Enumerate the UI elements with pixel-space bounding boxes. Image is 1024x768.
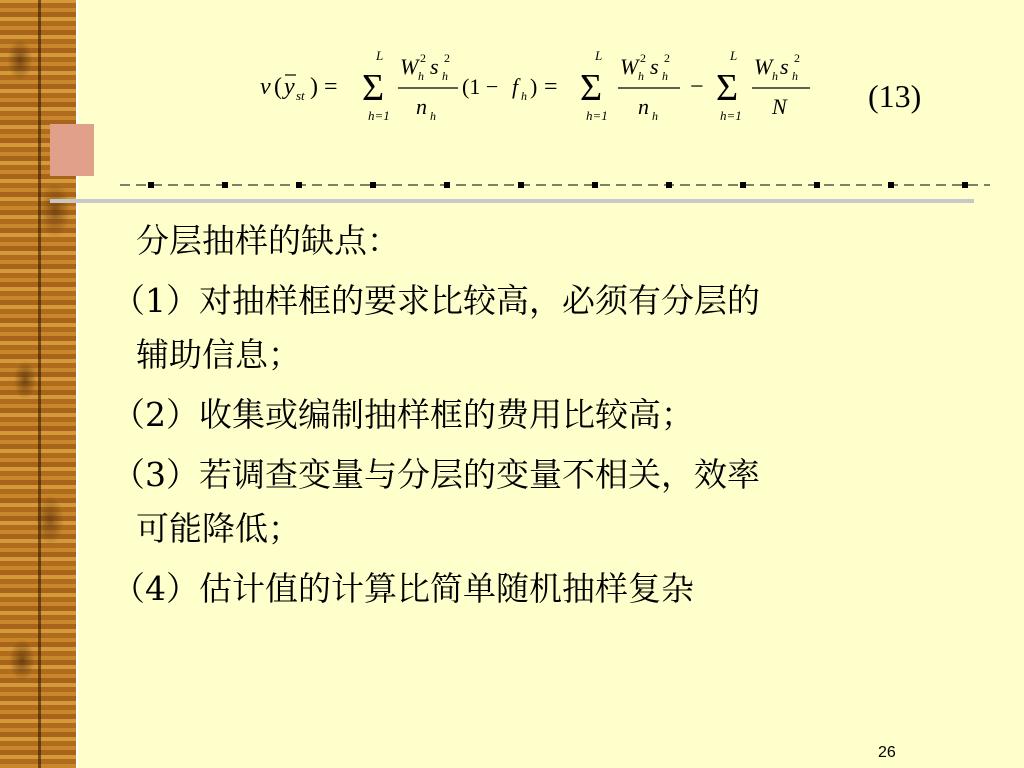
formula-y: y: [284, 74, 295, 100]
svg-text:(: (: [274, 74, 282, 100]
frac2-n-sub: h: [652, 109, 658, 123]
frac2-s-sub: h: [662, 69, 668, 83]
formula-sub-st: st: [296, 88, 305, 103]
frac2-n: n: [638, 94, 649, 119]
formula-eq-2: =: [544, 74, 558, 100]
frac1-s-sup: 2: [444, 51, 450, 65]
page-number: 26: [878, 744, 896, 761]
dashed-rule: [120, 178, 990, 192]
svg-text:Σ: Σ: [580, 67, 603, 109]
formula-close: ): [530, 74, 538, 99]
decorative-square: [50, 124, 94, 176]
frac1-n: n: [416, 94, 427, 119]
slide-body: [112, 214, 992, 616]
wood-groove: [38, 0, 41, 768]
sum1-bottom: h=1: [368, 108, 390, 123]
frac3-W-sub: h: [772, 69, 778, 83]
sum2-bottom: h=1: [586, 108, 608, 123]
frac3-s-sub: h: [792, 69, 798, 83]
frac1-s-sub: h: [442, 69, 448, 83]
frac3-W: W: [754, 54, 773, 79]
list-item-1: （1）对抽样框的要求比较高，必须有分层的: [112, 281, 760, 320]
sum1-top: L: [376, 48, 384, 63]
svg-text:Σ: Σ: [362, 67, 385, 109]
frac2-s: s: [650, 54, 659, 79]
svg-text:Σ: Σ: [716, 67, 739, 109]
list-item-3-cont: 可能降低；: [136, 509, 301, 548]
frac1-W: W: [400, 54, 419, 79]
frac1-s: s: [430, 54, 439, 79]
frac3-s-sup: 2: [794, 51, 800, 65]
sum3-bottom: h=1: [720, 108, 742, 123]
horizontal-rule: [50, 199, 974, 203]
frac2-s-sup: 2: [664, 51, 670, 65]
list-item-2: （2）收集或编制抽样框的费用比较高；: [112, 395, 694, 434]
formula-eq-1: =: [324, 74, 338, 100]
svg-text:): ): [310, 74, 318, 100]
list-item-3: （3）若调查变量与分层的变量不相关，效率: [112, 455, 760, 494]
frac1-n-sub: h: [430, 109, 436, 123]
sum3-top: L: [730, 48, 738, 63]
formula-v: v: [260, 74, 271, 100]
formula-minus: −: [690, 74, 704, 100]
formula-f: f: [512, 74, 519, 99]
variance-formula: [258, 44, 818, 134]
vertical-rule: [76, 0, 78, 768]
list-item-4: （4）估计值的计算比简单随机抽样复杂: [112, 569, 694, 608]
formula-one-minus: (1 −: [462, 74, 499, 99]
frac3-s: s: [780, 54, 789, 79]
frac3-N: N: [772, 94, 787, 119]
list-item-1-cont: 辅助信息；: [136, 335, 301, 374]
frac2-W: W: [620, 54, 639, 79]
equation-number: (13): [868, 78, 922, 114]
sum2-top: L: [595, 48, 603, 63]
heading: 分层抽样的缺点：: [136, 221, 400, 260]
frac1-W-sup: 2: [420, 51, 426, 65]
formula-f-sub: h: [521, 89, 527, 103]
decorative-wood-strip: [0, 0, 76, 768]
frac1-W-sub: h: [418, 69, 424, 83]
frac2-W-sub: h: [638, 69, 644, 83]
frac2-W-sup: 2: [640, 51, 646, 65]
